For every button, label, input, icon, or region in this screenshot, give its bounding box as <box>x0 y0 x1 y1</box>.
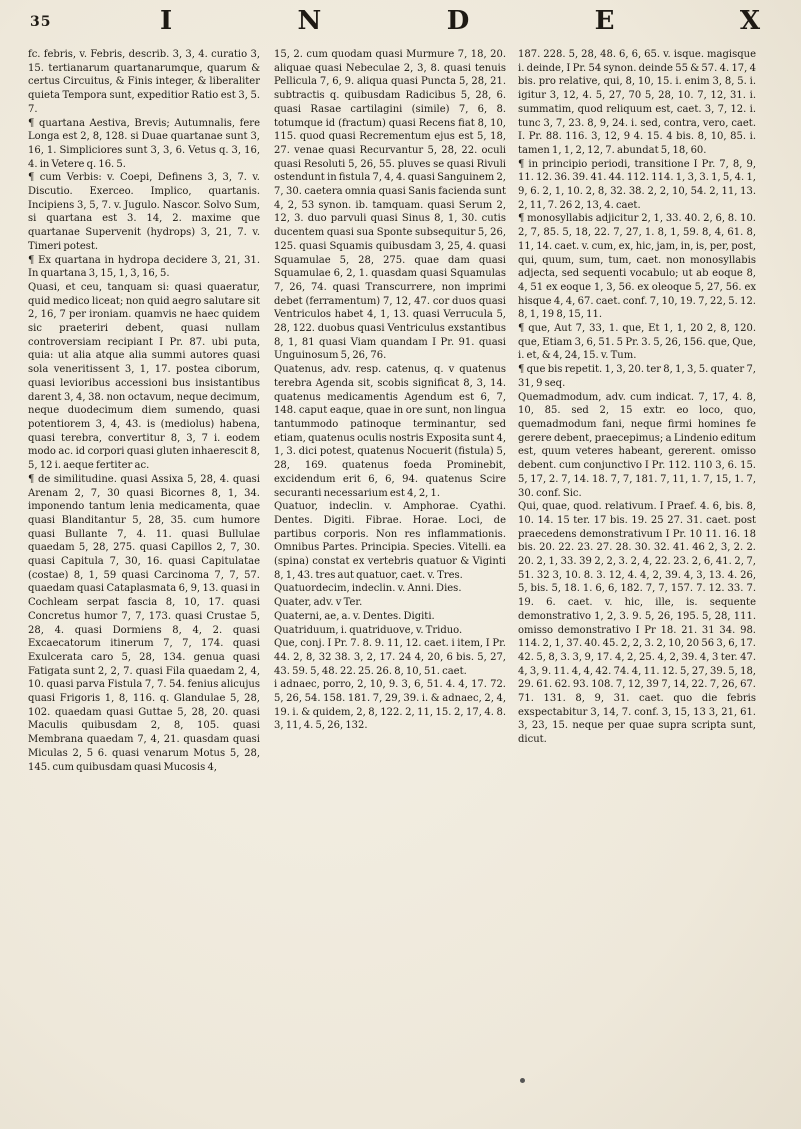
page-number: 35 <box>30 14 52 30</box>
index-entry: ¶ monosyllabis adjicitur 2, 1, 33. 40. 2, 6, 8. 10. 2, 7, 85. 5, 18, 22. 7, 27, 1. 8, 1, 59. 8, 4, 61. 8, 11, 14. caet. v. cum, ex, hic, jam, in, is, per, post, qui, quum, sum, tum, caet. non monosyllabis adjecta, sed sequenti vocabulo; ut ab eoque 8, 4, 51 ex eoque 1, 3, 56. ex oleoque 5, 27, 56. ex hisque 4, 4, 67. caet. conf. 7, 10, 19. 7, 22, 5. 12. 8, 1, 19 8, 15, 11. <box>518 213 756 321</box>
index-column-1 <box>28 48 260 1118</box>
running-head-letter: I <box>160 6 173 36</box>
running-head-letter: X <box>739 6 760 36</box>
index-entry: ¶ cum Verbis: v. Coepi, Definens 3, 3, 7. v. Discutio. Exerceo. Implico, quartanis. Incipiens 3, 5, 7. v. Jugulo. Nascor. Solvo Sum, si quartana est 3. 14, 2. maxime que quartanae Supervenit (hydrops) 3, 21, 7. v. Timeri potest. <box>28 172 260 252</box>
index-entry: 15, 2. cum quodam quasi Murmure 7, 18, 20. aliquae quasi Nebeculae 2, 3, 8. quasi tenuis Pellicula 7, 6, 9. aliqua quasi Puncta 5, 28, 21. subtractis q. quibusdam Radicibus 5, 28, 6. quasi Rasae cartilagini (simile) 7, 6, 8. totumque id (fractum) quasi Recens fiat 8, 10, 115. quod quasi Recrementum ejus est 5, 18, 27. venae quasi Recurvantur 5, 28, 22. oculi quasi Resoluti 5, 26, 55. pluves se quasi Rivuli ostendunt in fistula 7, 4, 4. quasi Sanguinem 2, 7, 30. caetera omnia quasi Sanis facienda sunt 4, 2, 53 synon. ib. tamquam. quasi Serum 2, 12, 3. duo parvuli quasi Sinus 8, 1, 30. cutis ducentem quasi sua Sponte subsequitur 5, 26, 125. quasi Squamis quibusdam 3, 25, 4. quasi Squamulae 5, 28, 275. quae dam quasi Squamulae 6, 2, 1. quasdam quasi Squamulas 7, 26, 74. quasi Transcurrere, non imprimi debet (ferramentum) 7, 12, 47. cor duos quasi Ventriculos habet 4, 1, 13. quasi Verrucula 5, 28, 122. duobus quasi Ventriculus exstantibus 8, 1, 81 quasi Viam quandam I Pr. 91. quasi Unguinosum 5, 26, 76. <box>274 49 506 362</box>
index-entry: Quater, adv. v Ter. <box>274 597 363 609</box>
index-entry: Quatenus, adv. resp. catenus, q. v quatenus terebra Agenda sit, scobis significat 8, 3, 14. quatenus medicamentis Agendum est 6, 7, 148. caput eaque, quae in ore sunt, non lingua tantummodo patinoque terminantur, sed etiam, quatenus oculis nostris Exposita sunt 4, 1, 3. dici potest, quatenus Nocuerit (fistula) 5, 28, 169. quatenus foeda Prominebit, excidendum erit 6, 6, 94. quatenus Scire securanti necessarium est 4, 2, 1. <box>274 364 506 499</box>
running-head-letter: E <box>594 6 615 36</box>
index-entry: 187. 228. 5, 28, 48. 6, 6, 65. v. isque. magisque i. deinde, I Pr. 54 synon. deinde 55 & 57. 4. 17, 4 bis. pro relative, qui, 8, 10, 15. i. enim 3, 8, 5. i. igitur 3, 12, 4. 5, 27, 70 5, 28, 10. 7, 12, 31. i. summatim, quod reliquum est, caet. 3, 7, 12. i. tunc 3, 7, 23. 8, 9, 24. i. sed, contra, vero, caet. I. Pr. 88. 116. 3, 12, 9 4. 15. 4 bis. 8, 10, 85. i. tamen 1, 1, 2, 12, 7. abundat 5, 18, 60. <box>518 49 756 156</box>
index-entry: i adnaec, porro, 2, 10, 9. 3, 6, 51. 4. 4, 17. 72. 5, 26, 54. 158. 181. 7, 29, 39. i. & adnaec, 2, 4, 19. i. & quidem, 2, 8, 122. 2, 11, 15. 2, 17, 4. 8. 3, 11, 4. 5, 26, 132. <box>274 679 506 732</box>
index-entry: Quaterni, ae, a. v. Dentes. Digiti. <box>274 610 435 622</box>
index-entry: ¶ que bis repetit. 1, 3, 20. ter 8, 1, 3, 5. quater 7, 31, 9 seq. <box>518 364 756 389</box>
running-head-letter: N <box>297 6 322 36</box>
index-entry: fc. febris, v. Febris, describ. 3, 3, 4. curatio 3, 15. tertianarum quartanarumque, quarum & certus Circuitus, & Finis integer, & liberaliter quieta Tempora sunt, expeditior Ratio est 3, 5. 7. <box>28 49 260 115</box>
index-entry: ¶ in principio periodi, transitione I Pr. 7, 8, 9, 11. 12. 36. 39. 41. 44. 112. 114. 1, 3, 3. 1, 5, 4. 1, 9, 6. 2, 1, 10. 2, 8, 32. 38. 2, 2, 10, 54. 2, 11, 13. 2, 11, 7. 26 2, 13, 4. caet. <box>518 158 756 211</box>
index-entry: ¶ Ex quartana in hydropa decidere 3, 21, 31. In quartana 3, 15, 1, 3, 16, 5. <box>28 254 260 280</box>
index-column-2 <box>274 48 506 1118</box>
running-head-letter: D <box>446 6 470 36</box>
index-entry: ¶ que, Aut 7, 33, 1. que, Et 1, 1, 20 2, 8, 120. que, Etiam 3, 6, 51. 5 Pr. 3. 5, 26, 156. que, Que, i. et, & 4, 24, 15. v. Tum. <box>518 323 756 362</box>
running-head <box>160 6 760 36</box>
page-header <box>30 6 780 40</box>
index-entry: Qui, quae, quod. relativum. I Praef. 4. 6, bis. 8, 10. 14. 15 ter. 17 bis. 19. 25 27. 31. caet. post praecedens demonstrativum I Pr. 10 11. 16. 18 bis. 20. 22. 23. 27. 28. 30. 32. 41. 46 2, 3, 2. 2. 20. 2, 1, 33. 39 2, 2, 3. 2, 4, 22. 23. 2, 6, 41. 2, 7, 51. 32 3, 10. 8. 3. 12, 4. 4, 2, 39. 4, 3, 13. 4. 26, 5, bis. 5, 18. 1. 6, 6, 182. 7, 7, 157. 7. 12. 33. 7. 19. 6. caet. v. hic, ille, is. sequente demonstrativo 1, 2, 3. 9. 5, 26, 195. 5, 28, 111. omisso demonstrativo I Pr 18. 21. 31 34. 98. 114. 2, 1, 37. 40. 45. 2, 2, 3. 2, 10, 20 56 3, 6, 17. 42. 5, 8, 3. 3, 9, 17. 4, 2, 25. 4, 2, 39. 4, 3 ter. 47. 4, 3, 9. 11. 4, 4, 42. 74. 4, 11. 12. 5, 27, 39. 5, 18, 29. 61. 62. 93. 108. 7, 12, 39 7, 14, 22. 7, 26, 67. 71. 131. 8, 9, 31. caet. quo die febris exspectabitur 3, 14, 7. conf. 3, 15, 13 3, 21, 61. 3, 23, 15. neque per quae supra scripta sunt, dicut. <box>518 501 756 746</box>
index-entry: Quatuordecim, indeclin. v. Anni. Dies. <box>274 583 462 595</box>
index-entry: Quasi, et ceu, tanquam si: quasi quaeratur, quid medico liceat; non quid aegro salutare sit 2, 16, 7 per ironiam. quamvis ne haec quidem sic praeteriri debent, quasi nullam controversiam recipiant I Pr. 87. ubi puta, quia: ut alia atque alia summi autores quasi sola veneritissent 3, 1, 17. postea ciborum, quasi levioribus accessioni bus insistantibus darent 3, 4, 38. non octavum, neque decimum, neque duodecimum diem sumendo, quasi potentiorem 3, 4, 43. is (mediolus) habena, quasi terebra, convertitur 8, 3, 7 i. eodem modo ac. id corpori quasi gluten inhaerescit 8, 5, 12 i. aeque fertiter ac. <box>28 281 260 472</box>
index-column-3 <box>518 48 756 1118</box>
index-entry: Quatuor, indeclin. v. Amphorae. Cyathi. Dentes. Digiti. Fibrae. Horae. Loci, de partibus corporis. Non res inflammationis. Omnibus Partes. Principia. Species. Vitelli. ea (spina) constat ex vertebris quatuor & Viginti 8, 1, 43. tres aut quatuor, caet. v. Tres. <box>274 501 506 581</box>
index-entry: ¶ de similitudine. quasi Assixa 5, 28, 4. quasi Arenam 2, 7, 30 quasi Bicornes 8, 1, 34. imponendo tantum lenia medicamenta, quae quasi Blanditantur 5, 28, 35. cum humore quasi Bullante 7, 4. 11. quasi Bullulae quaedam 5, 28, 275. quasi Capillos 2, 7, 30. quasi Capitula 7, 30, 16. quasi Capitulatae (costae) 8, 1, 59 quasi Carcinoma 7, 7, 57. quaedam quasi Cataplasmata 6, 9, 13. quasi in Cochleam serpat fascia 8, 10, 17. quasi Concretus humor 7, 7, 173. quasi Crustae 5, 28, 4. quasi Dormiens 8, 4, 2. quasi Excaecatorum itinerum 7, 7, 174. quasi Exulcerata caro 5, 28, 134. genua quasi Fatigata sunt 2, 2, 7. quasi Fila quaedam 2, 4, 10. quasi parva Fistula 7, 7. 54. fenius alicujus quasi Frigoris 1, 8, 116. q. Glandulae 5, 28, 102. quaedam quasi Guttae 5, 28, 20. quasi Maculis quibusdam 2, 8, 105. quasi Membrana quaedam 7, 4, 21. quasdam quasi Miculas 2, 5 6. quasi venarum Motus 5, 28, 145. cum quibusdam quasi Mucosis 4, <box>28 473 260 773</box>
index-entry: Quatriduum, i. quatriduove, v. Triduo. <box>274 624 463 636</box>
index-entry: Que, conj. I Pr. 7. 8. 9. 11, 12. caet. i item, I Pr. 44. 2, 8, 32 38. 3, 2, 17. 24 4, 20, 6 bis. 5, 27, 43. 59. 5, 48. 22. 25. 26. 8, 10, 51. caet. <box>274 638 506 677</box>
index-entry: Quemadmodum, adv. cum indicat. 7, 17, 4. 8, 10, 85. sed 2, 15 extr. eo loco, quo, quemadmodum fani, neque firmi homines fe gerere debent, praecepimus; a Lindenio editum est, quum veteres habeant, gererent. omisso debent. cum conjunctivo I Pr. 112. 110 3, 6. 15. 5, 17, 2. 7, 14. 18. 7, 7, 181. 7, 11, 1. 7, 15, 1. 7, 30. conf. Sic. <box>518 391 756 499</box>
print-mark <box>520 1078 525 1083</box>
index-entry: ¶ quartana Aestiva, Brevis; Autumnalis, fere Longa est 2, 8, 128. si Duae quartanae sunt 3, 16, 1. Simpliciores sunt 3, 3, 6. Vetus q. 3, 16, 4. in Vetere q. 16. 5. <box>28 117 260 170</box>
